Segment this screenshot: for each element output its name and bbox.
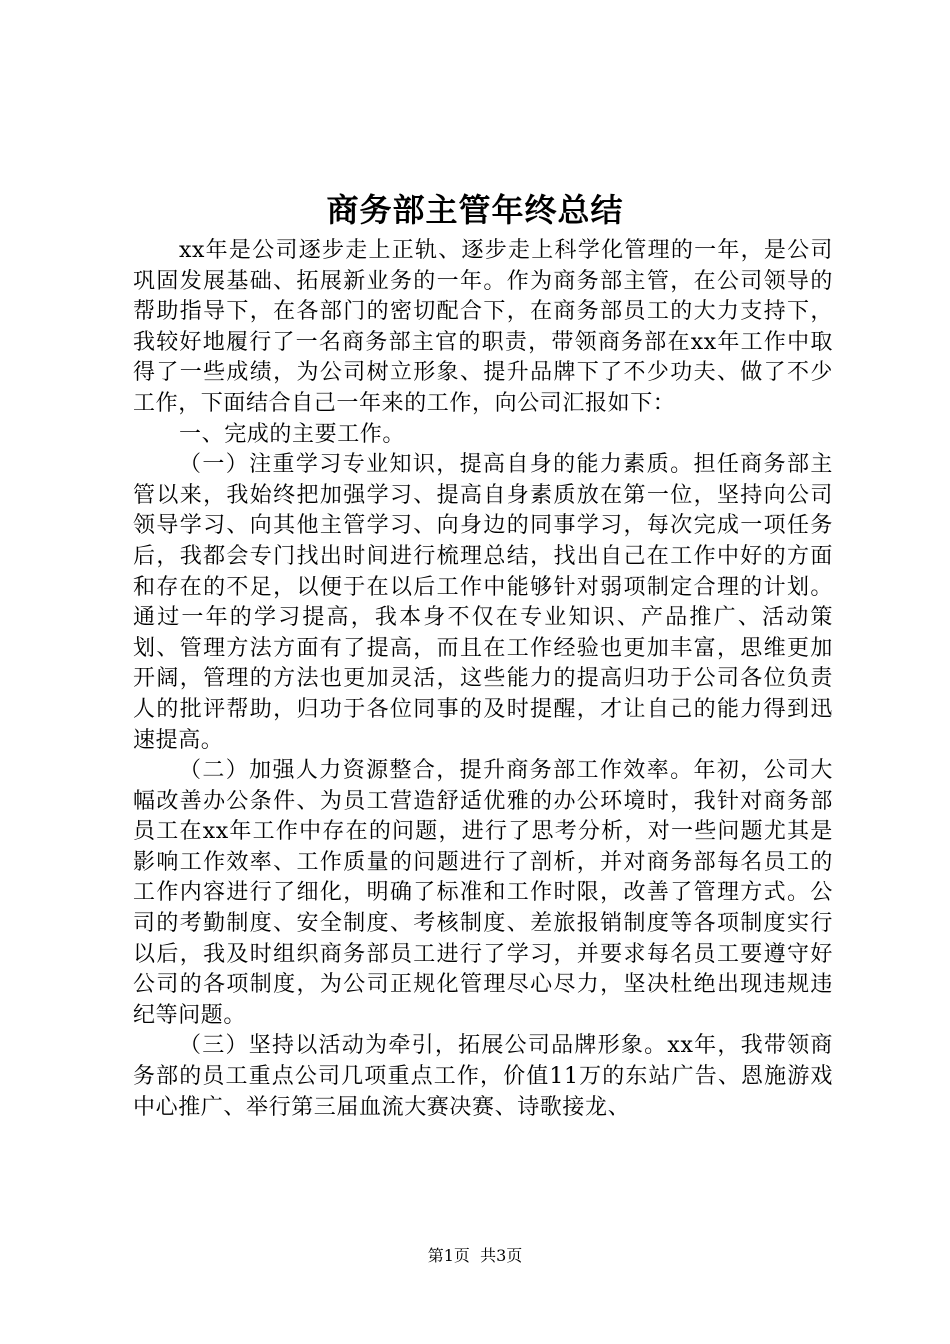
document-title: 商务部主管年终总结 [326,191,624,229]
paragraph-intro: xx年是公司逐步走上正轨、逐步走上科学化管理的一年，是公司巩固发展基础、拓展新业务的一年。作为商务部主管，在公司领导的帮助指导下，在各部门的密切配合下，在商务部员工的大力支持下，我较好地履行了一名商务部主官的职责，带领商务部在xx年工作中取得了一些成绩，为公司树立形象、提升品牌下了不少功夫、做了不少工作，下面结合自己一年来的工作，向公司汇报如下： [133,238,833,416]
section-heading-main-work: 一、完成的主要工作。 [179,421,406,447]
paragraph-item-1: （一）注重学习专业知识，提高自身的能力素质。担任商务部主管以来，我始终把加强学习、提高自身素质放在第一位，坚持向公司领导学习、向其他主管学习、向身边的同事学习，每次完成一项任务后，我都会专门找出时间进行梳理总结，找出自己在工作中好的方面和存在的不足，以便于在以后工作中能够针对弱项制定合理的计划。通过一年的学习提高，我本身不仅在专业知识、产品推广、活动策划、管理方法方面有了提高，而且在工作经验也更加丰富，思维更加开阔，管理的方法也更加灵活，这些能力的提高归功于公司各位负责人的批评帮助，归功于各位同事的及时提醒，才让自己的能力得到迅速提高。 [133,452,833,753]
page-footer: 第1页 共3页 [427,1246,523,1265]
paragraph-item-3: （三）坚持以活动为牵引，拓展公司品牌形象。xx年，我带领商务部的员工重点公司几项重点工作，价值11万的东站广告、恩施游戏中心推广、举行第三届血流大赛决赛、诗歌接龙、 [133,1033,833,1120]
paragraph-item-2: （二）加强人力资源整合，提升商务部工作效率。年初，公司大幅改善办公条件、为员工营造舒适优雅的办公环境时，我针对商务部员工在xx年工作中存在的问题，进行了思考分析，对一些问题尤其是影响工作效率、工作质量的问题进行了剖析，并对商务部每名员工的工作内容进行了细化，明确了标准和工作时限，改善了管理方式。公司的考勤制度、安全制度、考核制度、差旅报销制度等各项制度实行以后，我及时组织商务部员工进行了学习，并要求每名员工要遵守好公司的各项制度，为公司正规化管理尽心尽力，坚决杜绝出现违规违纪等问题。 [133,758,833,1028]
document-body [133,236,833,1123]
